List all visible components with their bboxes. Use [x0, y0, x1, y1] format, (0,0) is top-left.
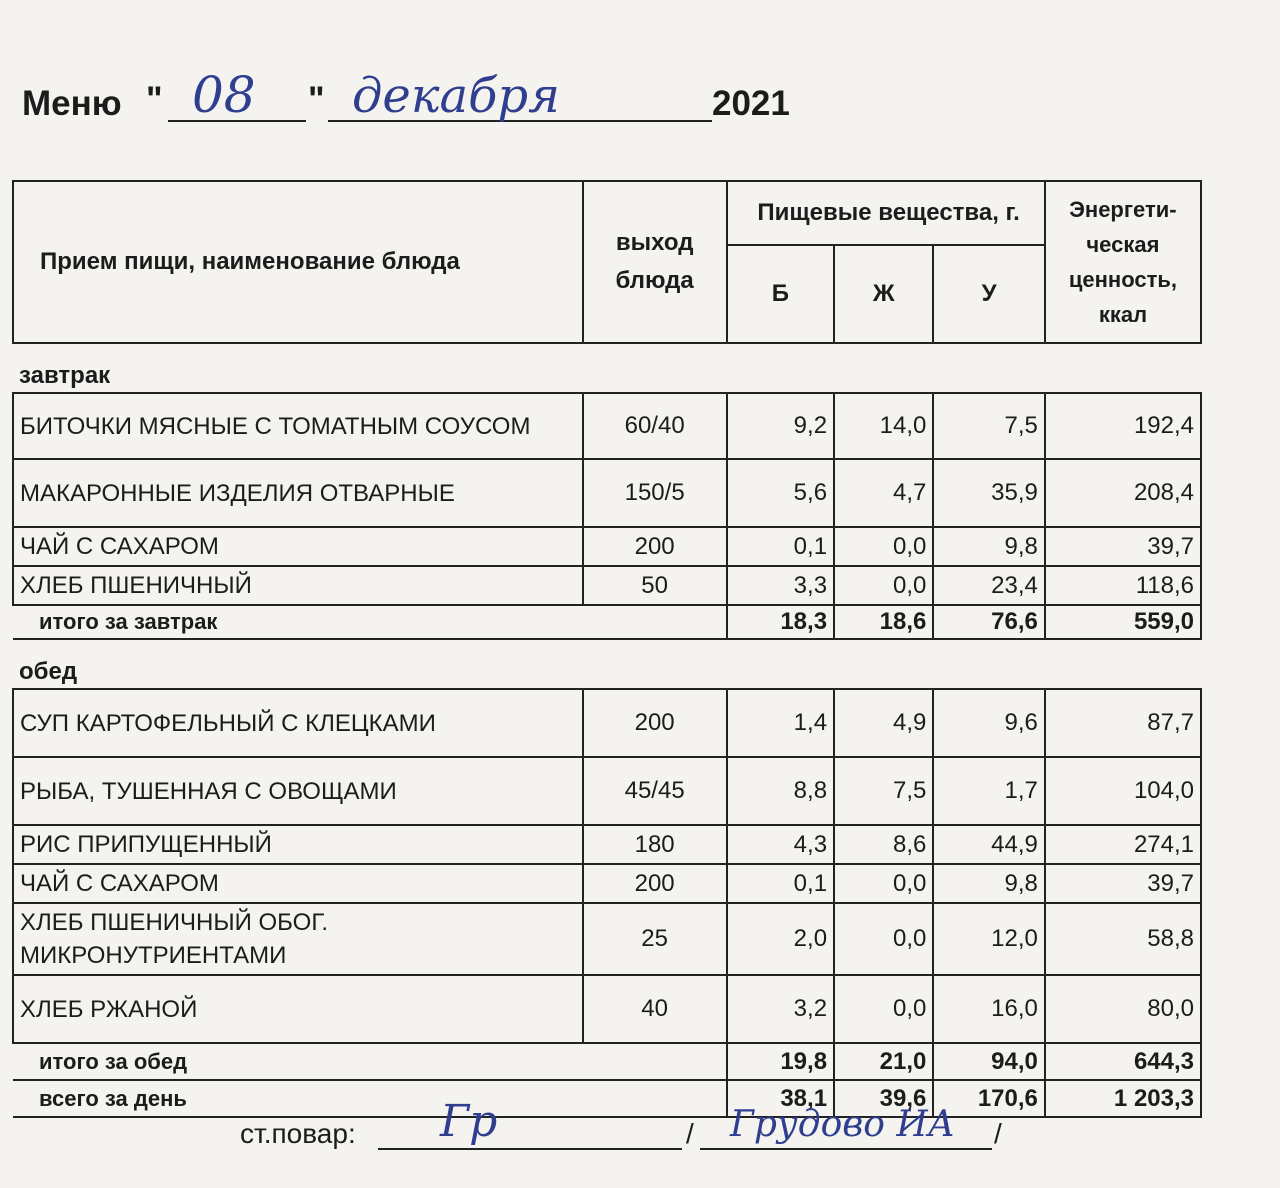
signature-name: Грудово ИА	[730, 1104, 955, 1145]
column-header-nutrients: Пищевые вещества, г.	[727, 181, 1045, 245]
dish-fat: 8,6	[834, 825, 933, 864]
total-kcal: 644,3	[1045, 1043, 1201, 1080]
total-label: итого за обед	[13, 1043, 727, 1080]
dish-carbs: 9,8	[933, 864, 1045, 903]
dish-protein: 0,1	[727, 864, 834, 903]
total-kcal: 559,0	[1045, 605, 1201, 639]
total-carbs: 94,0	[933, 1043, 1045, 1080]
dish-kcal: 80,0	[1045, 975, 1201, 1043]
dish-kcal: 118,6	[1045, 566, 1201, 605]
dish-yield: 45/45	[583, 757, 727, 825]
dish-kcal: 104,0	[1045, 757, 1201, 825]
dish-protein: 3,2	[727, 975, 834, 1043]
dish-carbs: 35,9	[933, 459, 1045, 527]
section-title: обед	[19, 658, 78, 685]
dish-kcal: 39,7	[1045, 527, 1201, 566]
dish-kcal: 274,1	[1045, 825, 1201, 864]
table-row	[13, 527, 1201, 566]
dish-name: МАКАРОННЫЕ ИЗДЕЛИЯ ОТВАРНЫЕ	[13, 459, 583, 527]
dish-carbs: 9,8	[933, 527, 1045, 566]
dish-fat: 0,0	[834, 903, 933, 975]
dish-name: РЫБА, ТУШЕННАЯ С ОВОЩАМИ	[13, 757, 583, 825]
dish-yield: 50	[583, 566, 727, 605]
menu-label: Меню	[22, 84, 122, 123]
total-carbs: 170,6	[933, 1080, 1045, 1117]
column-header-energy: Энергети-ческая ценность, ккал	[1045, 181, 1201, 343]
total-label: всего за день	[13, 1080, 727, 1117]
dish-kcal: 208,4	[1045, 459, 1201, 527]
dish-kcal: 87,7	[1045, 689, 1201, 757]
dish-carbs: 1,7	[933, 757, 1045, 825]
dish-name: ХЛЕБ РЖАНОЙ	[13, 975, 583, 1043]
dish-fat: 7,5	[834, 757, 933, 825]
table-row	[13, 864, 1201, 903]
dish-protein: 1,4	[727, 689, 834, 757]
column-header-b: Б	[727, 245, 834, 343]
dish-protein: 2,0	[727, 903, 834, 975]
dish-name: СУП КАРТОФЕЛЬНЫЙ С КЛЕЦКАМИ	[13, 689, 583, 757]
dish-protein: 9,2	[727, 393, 834, 459]
table-row	[13, 566, 1201, 605]
total-label: итого за завтрак	[13, 605, 727, 639]
total-protein: 18,3	[727, 605, 834, 639]
signature-line	[378, 1118, 682, 1150]
signature-mark: Гр	[440, 1096, 498, 1147]
dish-protein: 8,8	[727, 757, 834, 825]
dish-name: ХЛЕБ ПШЕНИЧНЫЙ ОБОГ. МИКРОНУТРИЕНТАМИ	[13, 903, 583, 975]
column-header-yield: выход блюда	[583, 181, 727, 343]
table-row	[13, 825, 1201, 864]
dish-name: ЧАЙ С САХАРОМ	[13, 864, 583, 903]
dish-yield: 200	[583, 864, 727, 903]
dish-kcal: 58,8	[1045, 903, 1201, 975]
table-row	[13, 689, 1201, 757]
dish-name: РИС ПРИПУЩЕННЫЙ	[13, 825, 583, 864]
dish-protein: 3,3	[727, 566, 834, 605]
dish-fat: 0,0	[834, 566, 933, 605]
dish-carbs: 7,5	[933, 393, 1045, 459]
dish-yield: 25	[583, 903, 727, 975]
total-kcal: 1 203,3	[1045, 1080, 1201, 1117]
total-fat: 18,6	[834, 605, 933, 639]
dish-protein: 5,6	[727, 459, 834, 527]
section-breakfast	[13, 343, 1201, 393]
dish-fat: 0,0	[834, 975, 933, 1043]
dish-fat: 4,7	[834, 459, 933, 527]
dish-yield: 40	[583, 975, 727, 1043]
dish-kcal: 192,4	[1045, 393, 1201, 459]
menu-title	[22, 66, 822, 132]
signature-label: ст.повар:	[240, 1118, 356, 1149]
dish-name: ЧАЙ С САХАРОМ	[13, 527, 583, 566]
column-header-u: У	[933, 245, 1045, 343]
dish-protein: 4,3	[727, 825, 834, 864]
total-carbs: 76,6	[933, 605, 1045, 639]
total-fat: 39,6	[834, 1080, 933, 1117]
total-fat: 21,0	[834, 1043, 933, 1080]
quote-open: "	[146, 80, 163, 119]
table-row	[13, 393, 1201, 459]
breakfast-total-row	[13, 605, 1201, 639]
dish-protein: 0,1	[727, 527, 834, 566]
dish-yield: 200	[583, 527, 727, 566]
total-protein: 19,8	[727, 1043, 834, 1080]
dish-name: ХЛЕБ ПШЕНИЧНЫЙ	[13, 566, 583, 605]
dish-carbs: 12,0	[933, 903, 1045, 975]
dish-yield: 150/5	[583, 459, 727, 527]
year: 2021	[712, 84, 790, 123]
day-handwritten: 08	[192, 66, 256, 124]
total-protein: 38,1	[727, 1080, 834, 1117]
dish-kcal: 39,7	[1045, 864, 1201, 903]
column-header-zh: Ж	[834, 245, 933, 343]
header-row	[13, 181, 1201, 245]
quote-close: "	[308, 80, 325, 119]
section-lunch	[13, 639, 1201, 689]
slash: /	[994, 1118, 1002, 1149]
section-title: завтрак	[19, 362, 111, 389]
table-row	[13, 459, 1201, 527]
dish-carbs: 16,0	[933, 975, 1045, 1043]
day-total-row	[13, 1080, 1201, 1117]
dish-fat: 0,0	[834, 864, 933, 903]
table-row	[13, 903, 1201, 975]
column-header-name: Прием пищи, наименование блюда	[13, 181, 583, 343]
table-row	[13, 975, 1201, 1043]
menu-table	[12, 180, 1202, 1118]
dish-yield: 200	[583, 689, 727, 757]
dish-carbs: 9,6	[933, 689, 1045, 757]
dish-fat: 14,0	[834, 393, 933, 459]
dish-carbs: 44,9	[933, 825, 1045, 864]
dish-yield: 180	[583, 825, 727, 864]
dish-fat: 0,0	[834, 527, 933, 566]
table-row	[13, 757, 1201, 825]
slash: /	[686, 1118, 694, 1149]
dish-yield: 60/40	[583, 393, 727, 459]
dish-fat: 4,9	[834, 689, 933, 757]
dish-name: БИТОЧКИ МЯСНЫЕ С ТОМАТНЫМ СОУСОМ	[13, 393, 583, 459]
dish-carbs: 23,4	[933, 566, 1045, 605]
lunch-total-row	[13, 1043, 1201, 1080]
month-handwritten: декабря	[352, 68, 560, 124]
